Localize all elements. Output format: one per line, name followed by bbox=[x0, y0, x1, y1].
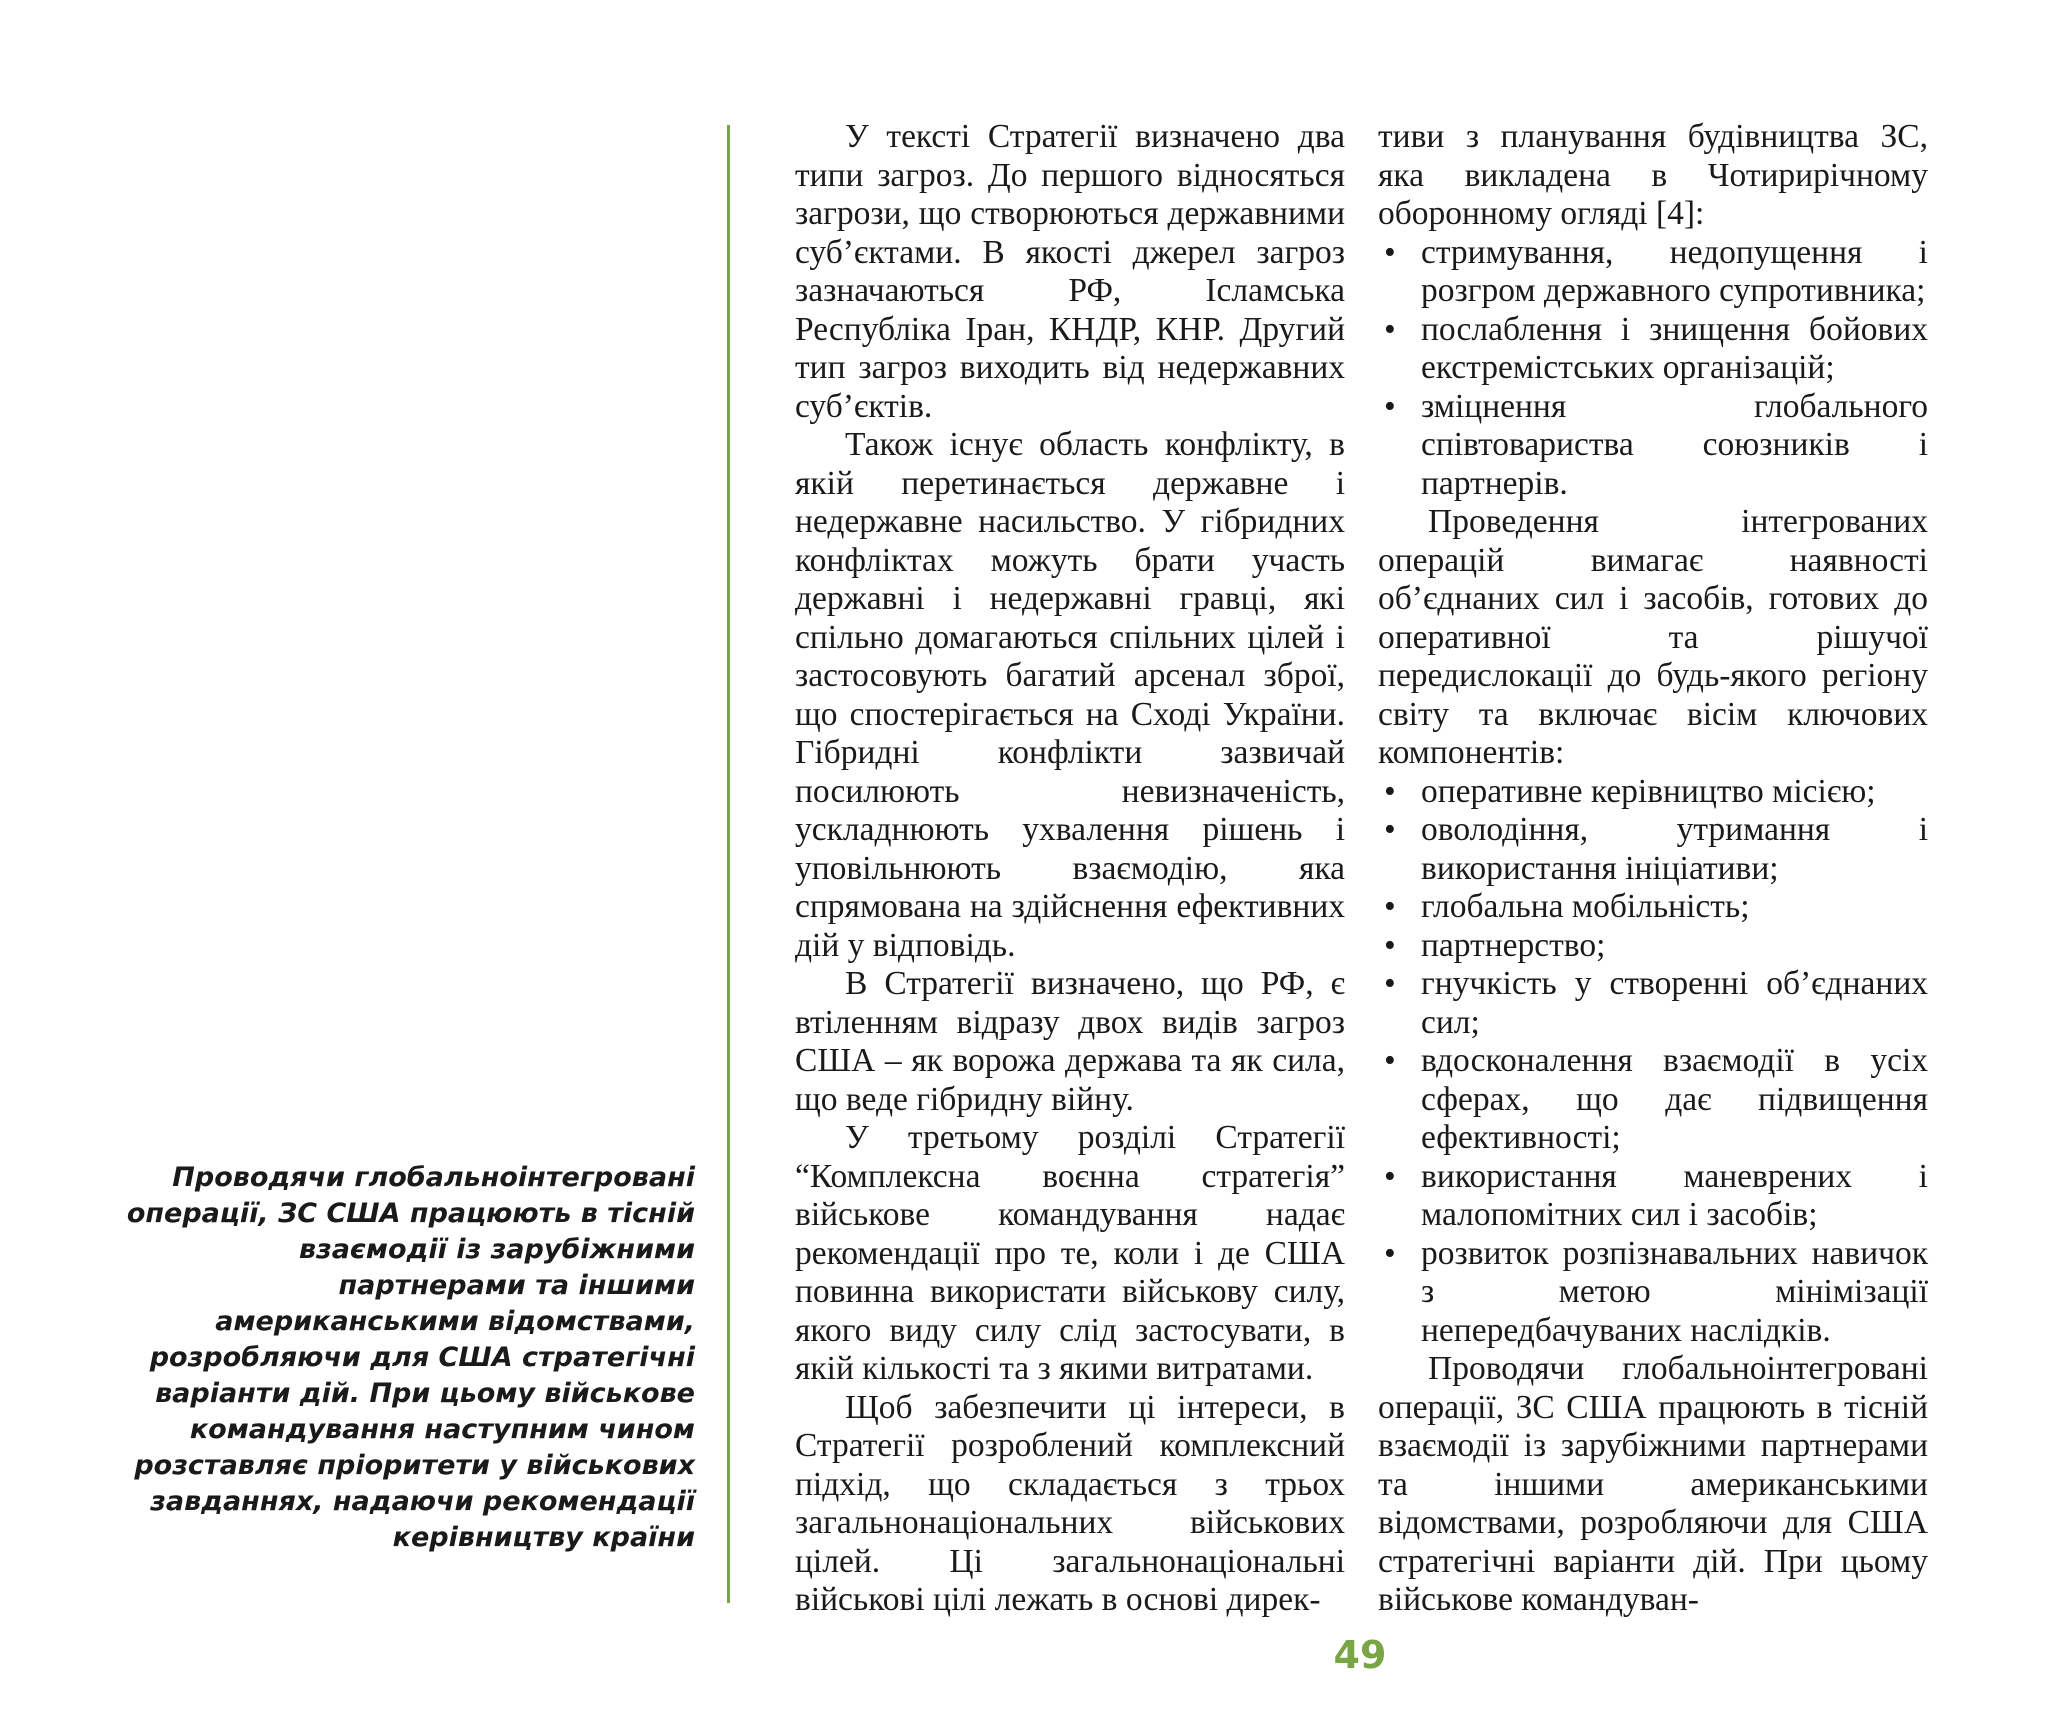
bullet-icon: • bbox=[1384, 1234, 1396, 1272]
bullet-icon: • bbox=[1384, 1042, 1396, 1079]
bullet-icon: • bbox=[1384, 310, 1396, 348]
bullet-icon: • bbox=[1384, 926, 1396, 964]
page-number: 49 bbox=[1333, 1633, 1387, 1677]
list-item: • вдосконалення взаємодії в усіх сферах, що дає підвищення ефективності; bbox=[1384, 1042, 1928, 1156]
list-item: • оволодіння, утримання і використання ініціативи; bbox=[1384, 811, 1928, 887]
list-item: • глобальна мобільність; bbox=[1384, 888, 1750, 925]
paragraph-continuation: тиви з планування будівництва ЗС, яка викладена в Чотирирічному оборонному огляді [4]: bbox=[1378, 118, 1928, 232]
bullet-icon: • bbox=[1384, 811, 1396, 848]
column-divider bbox=[727, 125, 730, 1603]
list-item: • зміцнення глобального співтовариства союзників і партнерів. bbox=[1384, 387, 1928, 502]
components-list bbox=[1378, 773, 1928, 1351]
pull-quote: Проводячи глобальноінтегровані операції, ЗС США працюють в тісній взаємодії із зарубіжними партнерами та іншими американськими відомствами, розробляючи для США стратегічні варіанти дій. При цьому військове командування наступним чином розставляє пріоритети у військових завданнях, надаючи рекомендації керівництву країни bbox=[126, 1162, 695, 1553]
list-item: • використання маневрених і малопомітних сил і засобів; bbox=[1384, 1157, 1928, 1233]
list-item: • послаблення і знищення бойових екстремістських організацій; bbox=[1384, 310, 1928, 386]
paragraph-global-operations: Проводячи глобальноінтегровані операції, ЗС США працюють в тісній взаємодії із зарубіжними партнерами та іншими американськими відомствами, розробляючи для США стратегічні варіанти дій. При цьому військове командуван- bbox=[1378, 1350, 1928, 1618]
paragraph-comprehensive-approach: Щоб забезпечити ці інтереси, в Стратегії розроблений комплексний підхід, що складається з трьох загальнонаціональних військових цілей. Ці загальнонаціональні військові цілі лежать в основі дирек- bbox=[795, 1388, 1345, 1618]
list-item: • оперативне керівництво місією; bbox=[1384, 772, 1876, 810]
list-item: • розвиток розпізнавальних навичок з метою мінімізації непередбачуваних наслідків. bbox=[1384, 1234, 1928, 1349]
objectives-list bbox=[1378, 234, 1928, 504]
bullet-icon: • bbox=[1384, 1157, 1396, 1195]
list-item: • стримування, недопущення і розгром державного супротивника; bbox=[1384, 233, 1928, 309]
paragraph-threat-types: У тексті Стратегії визначено два типи загроз. До першого відносяться загрози, що створюються державними суб’єктами. В якості джерел загроз зазначаються РФ, Ісламська Республіка Іран, КНДР, КНР. Другий тип загроз виходить від недержавних суб’єктів. bbox=[795, 118, 1345, 425]
bullet-icon: • bbox=[1384, 233, 1396, 271]
text-column-right bbox=[1378, 118, 1928, 1620]
paragraph-hybrid-conflict: Також існує область конфлікту, в якій перетинається державне і недержавне насильство. У гібридних конфліктах можуть брати участь державні і недержавні гравці, які спільно домагаються спільних цілей і застосовують багатий арсенал зброї, що спостерігається на Сході України. Гібридні конфлікти зазвичай посилюють невизначеність, ускладнюють ухвалення рішень і уповільнюють взаємодію, яка спрямована на здійснення ефективних дій у відповідь. bbox=[795, 426, 1345, 964]
bullet-icon: • bbox=[1384, 387, 1396, 425]
bullet-icon: • bbox=[1384, 965, 1396, 1002]
bullet-icon: • bbox=[1384, 772, 1396, 810]
list-item: • гнучкість у створенні об’єднаних сил; bbox=[1384, 965, 1928, 1041]
paragraph-integrated-operations: Проведення інтегрованих операцій вимагає наявності об’єднаних сил і засобів, готових до оперативної та рішучої передислокації до будь-якого регіону світу та включає вісім ключових компонентів: bbox=[1378, 503, 1928, 771]
text-column-left bbox=[795, 118, 1345, 1620]
paragraph-russia-threat: В Стратегії визначено, що РФ, є втіленням відразу двох видів загроз США – як ворожа держава та як сила, що веде гібридну війну. bbox=[795, 965, 1345, 1118]
list-item: • партнерство; bbox=[1384, 926, 1606, 964]
paragraph-military-strategy: У третьому розділі Стратегії “Комплексна воєнна стратегія” військове командування надає рекомендації про те, коли і де США повинна використати військову силу, якого виду силу слід застосувати, в якій кількості та з якими витратами. bbox=[795, 1119, 1345, 1387]
bullet-icon: • bbox=[1384, 888, 1396, 925]
